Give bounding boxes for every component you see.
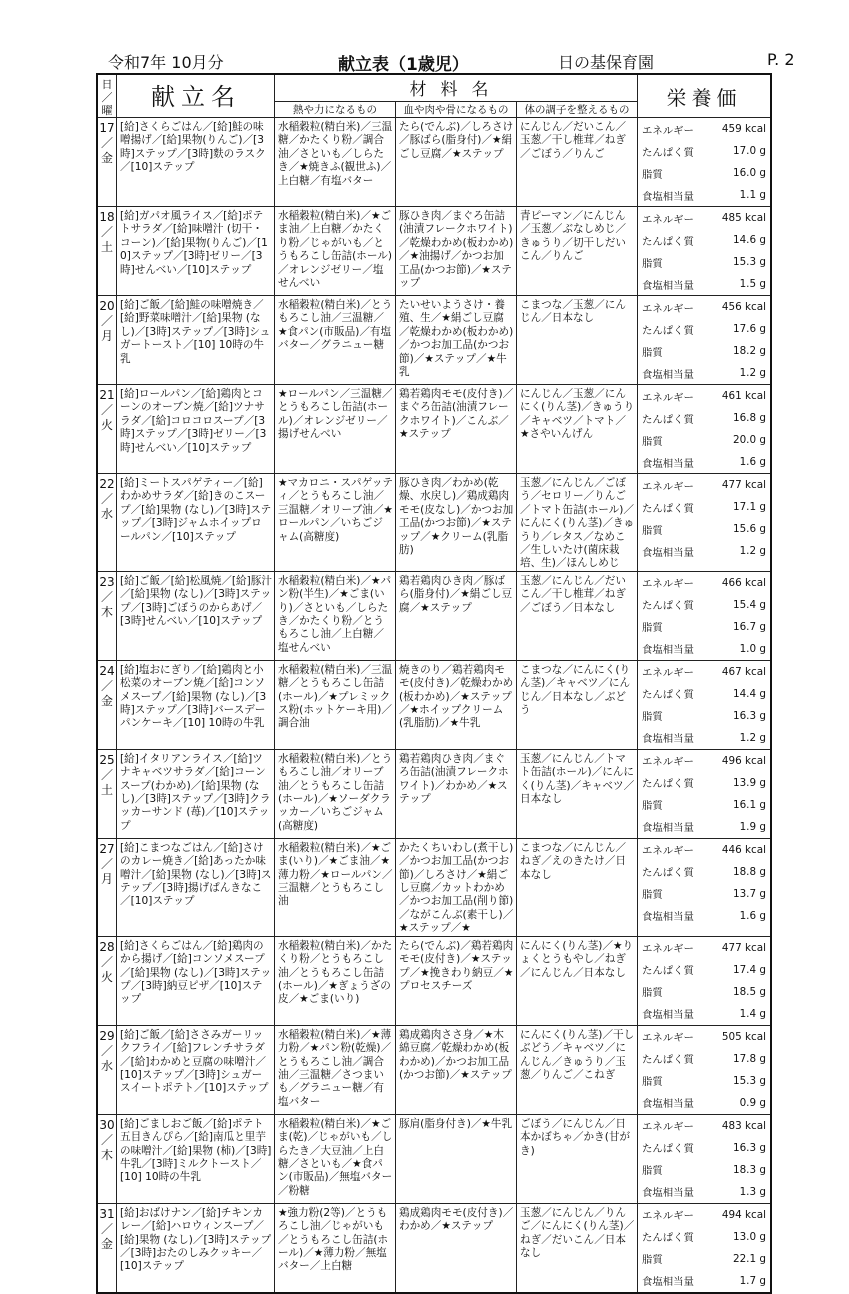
day-number: 30 [99, 1117, 115, 1132]
weekday: 水 [100, 1058, 113, 1073]
energy-label: エネルギー [642, 391, 694, 404]
energy-line [638, 750, 770, 772]
day-number: 22 [99, 477, 115, 491]
fat-value: 18.2 g [732, 345, 766, 357]
menu-column-header: 献立名 [117, 74, 275, 118]
day-number: 21 [99, 388, 115, 402]
fat-value: 16.0 g [732, 167, 766, 179]
protein-line [638, 772, 770, 794]
day-slash-1: ／ [100, 225, 113, 239]
fat-label: 脂質 [642, 1076, 663, 1089]
protein-label: たんぱく質 [642, 502, 694, 515]
protein-label: たんぱく質 [642, 1054, 694, 1067]
fat-line [638, 883, 770, 905]
weekday: 月 [100, 329, 113, 343]
body-foods-cell: こまつな／にんじん／ねぎ／えのきたけ／日本なし [517, 838, 638, 936]
period-label: 令和7年 10月分 [108, 53, 224, 72]
day-slash-1: ／ [100, 954, 113, 969]
fat-value: 20.0 g [732, 434, 766, 446]
protein-label: たんぱく質 [642, 1232, 694, 1245]
salt-line [638, 273, 770, 295]
fat-value: 18.3 g [732, 1163, 766, 1176]
protein-label: たんぱく質 [642, 600, 694, 613]
fat-line [638, 1159, 770, 1181]
day-slash-1: ／ [100, 492, 113, 506]
day-cell [97, 474, 117, 572]
day-number: 28 [99, 939, 115, 954]
day-row [97, 571, 771, 660]
energy-line [638, 839, 770, 861]
salt-value: 1.9 g [739, 820, 766, 833]
day-row [97, 385, 771, 474]
day-number: 23 [99, 574, 115, 589]
energy-line [638, 207, 770, 229]
weekday: 火 [100, 969, 113, 984]
day-slash-1: ／ [100, 678, 113, 693]
protein-value: 17.8 g [732, 1052, 766, 1065]
energy-foods-cell: 水稲穀粒(精白米)／★ごま(乾)／じゃがいも／しらたき／大豆油／上白糖／さといも／★食パン(市販品)／無塩バター／粉糖 [275, 1114, 396, 1203]
salt-line [638, 1092, 770, 1114]
menu-cell: [給]塩おにぎり／[給]鶏肉と小松菜のオーブン焼／[給]コンソメスープ／[給]果物 (なし)／[3時]ステップ／[3時]バースデーパンケーキ／[10] 10時の牛乳 [117, 660, 275, 749]
menu-table [96, 73, 772, 1294]
protein-value: 18.8 g [732, 865, 766, 878]
day-row [97, 660, 771, 749]
fat-value: 15.3 g [732, 256, 766, 268]
nutrition-cell [638, 385, 772, 474]
salt-value: 1.5 g [739, 278, 766, 290]
energy-label: エネルギー [642, 756, 694, 769]
energy-value: 483 kcal [721, 1119, 766, 1132]
fat-label: 脂質 [642, 800, 663, 813]
salt-label: 食塩相当量 [642, 279, 694, 292]
menu-cell: [給]さくらごはん／[給]鶏肉のから揚げ／[給]コンソメスープ／[給]果物 (なし)／[3時]ステップ／[3時]納豆ピザ／[10]ステップ [117, 936, 275, 1025]
fat-value: 16.1 g [732, 798, 766, 811]
nutrition-cell [638, 571, 772, 660]
blood-foods-cell: 豚ひき肉／わかめ(乾燥、水戻し)／鶏成鶏肉モモ(皮なし)／かつお加工品(かつお節)／★ステップ／★クリーム(乳脂肪) [396, 474, 517, 572]
salt-line [638, 727, 770, 749]
salt-label: 食塩相当量 [642, 546, 694, 559]
menu-cell: [給]こまつなごはん／[給]さけのカレー焼き／[給]あったか味噌汁／[給]果物 (なし)／[3時]ステップ／[3時]揚げぱんきなこ／[10]ステップ [117, 838, 275, 936]
protein-value: 17.6 g [732, 323, 766, 335]
menu-cell: [給]さくらごはん／[給]鮭の味噌揚げ／[給]果物(りんご)／[3時]ステップ／[3時]麩のラスク／[10]ステップ [117, 118, 275, 207]
energy-value: 466 kcal [721, 576, 766, 589]
energy-foods-cell: ★マカロニ・スパゲッティ／とうもろこし油／三温糖／オリーブ油／★ロールパン／いちごジャム(高糖度) [275, 474, 396, 572]
body-foods-cell: 玉葱／にんじん／りんご／にんにく(りん茎)／ねぎ／だいこん／日本なし [517, 1203, 638, 1293]
fat-line [638, 705, 770, 727]
energy-line [638, 474, 770, 496]
protein-value: 15.4 g [732, 598, 766, 611]
salt-line [638, 184, 770, 206]
fat-value: 13.7 g [732, 887, 766, 900]
day-column-header: 日／曜 [97, 74, 117, 118]
energy-label: エネルギー [642, 667, 694, 680]
protein-label: たんぱく質 [642, 146, 694, 159]
energy-foods-cell: 水稲穀粒(精白米)／三温糖／とうもろこし缶詰(ホール)／★プレミックス粉(ホットケーキ用)／調合油 [275, 660, 396, 749]
fat-label: 脂質 [642, 257, 663, 270]
nutrition-cell [638, 838, 772, 936]
energy-line [638, 1115, 770, 1137]
protein-value: 17.1 g [732, 501, 766, 513]
weekday: 金 [100, 151, 113, 165]
fat-line [638, 616, 770, 638]
weekday: 土 [100, 782, 113, 797]
day-row [97, 1203, 771, 1293]
energy-value: 485 kcal [721, 212, 766, 224]
energy-label: エネルギー [642, 124, 694, 137]
energy-value: 494 kcal [721, 1208, 766, 1221]
salt-value: 1.3 g [739, 1185, 766, 1198]
salt-label: 食塩相当量 [642, 368, 694, 381]
energy-label: エネルギー [642, 845, 694, 858]
fat-value: 15.3 g [732, 1074, 766, 1087]
menu-cell: [給]ガパオ風ライス／[給]ポテトサラダ／[給]味噌汁 (切干・コーン)／[給]果物(りんご)／[10]ステップ／[3時]ゼリー／[3時]せんべい／[10]ステップ [117, 207, 275, 296]
salt-label: 食塩相当量 [642, 1098, 694, 1111]
body-foods-header: 体の調子を整えるもの [517, 101, 638, 117]
energy-foods-cell: 水稲穀粒(精白米)／★薄力粉／★パン粉(乾燥)／とうもろこし油／調合油／三温糖／さつまいも／グラニュー糖／有塩バター [275, 1025, 396, 1114]
salt-value: 1.0 g [739, 642, 766, 655]
day-row [97, 474, 771, 572]
salt-label: 食塩相当量 [642, 733, 694, 746]
body-foods-cell: 玉葱／にんじん／ごぼう／セロリー／りんご／トマト缶詰(ホール)／にんにく(りん茎)／きゅうり／レタス／なめこ／生しいたけ(菌床栽培、生)／ほんしめじ [517, 474, 638, 572]
menu-cell: [給]イタリアンライス／[給]ツナキャベツサラダ／[給]コーンスープ(わかめ)／[給]果物 (なし)／[3時]ステップ／[3時]クラッカーサンド (苺)／[10]ステップ [117, 749, 275, 838]
protein-line [638, 1226, 770, 1248]
salt-line [638, 451, 770, 473]
fat-line [638, 794, 770, 816]
salt-value: 1.7 g [739, 1274, 766, 1287]
energy-line [638, 937, 770, 959]
body-foods-cell: こまつな／玉葱／にんじん／日本なし [517, 296, 638, 385]
energy-label: エネルギー [642, 302, 694, 315]
energy-foods-cell: ★ロールパン／三温糖／とうもろこし缶詰(ホール)／オレンジゼリー／揚げせんべい [275, 385, 396, 474]
fat-label: 脂質 [642, 524, 663, 537]
day-row [97, 1025, 771, 1114]
blood-foods-cell: 豚肩(脂身付き)／★牛乳 [396, 1114, 517, 1203]
fat-label: 脂質 [642, 346, 663, 359]
protein-label: たんぱく質 [642, 324, 694, 337]
energy-line [638, 385, 770, 407]
menu-cell: [給]ごましおご飯／[給]ポテト五目きんぴら／[給]南瓜と里芋の味噌汁／[給]果物 (柿)／[3時]牛乳／[3時]ミルクトースト／[10] 10時の牛乳 [117, 1114, 275, 1203]
blood-foods-header: 血や肉や骨になるもの [396, 101, 517, 117]
salt-label: 食塩相当量 [642, 822, 694, 835]
protein-label: たんぱく質 [642, 1143, 694, 1156]
fat-line [638, 518, 770, 540]
menu-cell: [給]ミートスパゲティー／[給]わかめサラダ／[給]きのこスープ／[給]果物 (なし)／[3時]ステップ／[3時]ジャムホイップロールパン／[10]ステップ [117, 474, 275, 572]
nutrition-cell [638, 749, 772, 838]
nutrition-cell [638, 1025, 772, 1114]
energy-label: エネルギー [642, 480, 694, 493]
fat-label: 脂質 [642, 622, 663, 635]
blood-foods-cell: 豚ひき肉／まぐろ缶詰(油漬フレークホワイト)／乾燥わかめ(板わかめ)／★油揚げ／かつお加工品(かつお節)／★ステップ [396, 207, 517, 296]
day-row [97, 838, 771, 936]
energy-value: 459 kcal [721, 123, 766, 135]
materials-column-header: 材料名 [275, 74, 638, 101]
day-cell [97, 1025, 117, 1114]
energy-line [638, 572, 770, 594]
fat-label: 脂質 [642, 1254, 663, 1267]
energy-label: エネルギー [642, 943, 694, 956]
day-cell [97, 118, 117, 207]
salt-label: 食塩相当量 [642, 1009, 694, 1022]
energy-value: 505 kcal [721, 1030, 766, 1043]
protein-line [638, 318, 770, 340]
protein-line [638, 959, 770, 981]
fat-line [638, 429, 770, 451]
day-cell [97, 1203, 117, 1293]
blood-foods-cell: 焼きのり／鶏若鶏肉モモ(皮付き)／乾燥わかめ(板わかめ)／★ステップ／★ホイップクリーム(乳脂肪)／★牛乳 [396, 660, 517, 749]
weekday: 水 [100, 507, 113, 521]
salt-label: 食塩相当量 [642, 1276, 694, 1289]
menu-cell: [給]ご飯／[給]ささみガーリックフライ／[給]フレンチサラダ／[給]わかめと豆腐の味噌汁／[10]ステップ／[3時]シュガースイートポテト／[10]ステップ [117, 1025, 275, 1114]
fat-value: 18.5 g [732, 985, 766, 998]
blood-foods-cell: たいせいようさけ・養殖、生／★絹ごし豆腐／乾燥わかめ(板わかめ)／かつお加工品(かつお節)／★ステップ／★牛乳 [396, 296, 517, 385]
salt-label: 食塩相当量 [642, 911, 694, 924]
blood-foods-cell: 鶏成鶏肉ささ身／★木綿豆腐／乾燥わかめ(板わかめ)／かつお加工品(かつお節)／★ステップ [396, 1025, 517, 1114]
protein-value: 14.4 g [732, 687, 766, 700]
energy-label: エネルギー [642, 1121, 694, 1134]
protein-value: 16.8 g [732, 412, 766, 424]
salt-line [638, 540, 770, 562]
energy-value: 477 kcal [721, 941, 766, 954]
energy-line [638, 661, 770, 683]
salt-value: 1.2 g [739, 367, 766, 379]
weekday: 金 [100, 693, 113, 708]
body-foods-cell: ごぼう／にんじん／日本かぼちゃ／かき(甘がき) [517, 1114, 638, 1203]
protein-line [638, 496, 770, 518]
fat-label: 脂質 [642, 168, 663, 181]
fat-line [638, 162, 770, 184]
day-row [97, 296, 771, 385]
energy-foods-cell: 水稲穀粒(精白米)／三温糖／かたくり粉／調合油／さといも／しらたき／★焼きふ(観世ふ)／上白糖／有塩バター [275, 118, 396, 207]
page-title: 献立表（1歳児） [338, 55, 469, 75]
protein-value: 17.0 g [732, 145, 766, 157]
fat-value: 16.7 g [732, 620, 766, 633]
body-foods-cell: にんじん／玉葱／にんにく(りん茎)／きゅうり／キャベツ／トマト／★さやいんげん [517, 385, 638, 474]
salt-line [638, 362, 770, 384]
fat-value: 16.3 g [732, 709, 766, 722]
salt-line [638, 1181, 770, 1203]
day-slash-1: ／ [100, 767, 113, 782]
salt-line [638, 1270, 770, 1292]
nutrition-cell [638, 1203, 772, 1293]
salt-label: 食塩相当量 [642, 1187, 694, 1200]
energy-foods-cell: ★強力粉(2等)／とうもろこし油／じゃがいも／とうもろこし缶詰(ホール)／★薄力粉／無塩バター／上白糖 [275, 1203, 396, 1293]
day-cell [97, 660, 117, 749]
page-header [0, 50, 849, 74]
body-foods-cell: にんにく(りん茎)／★りょくとうもやし／ねぎ／にんじん／日本なし [517, 936, 638, 1025]
menu-cell: [給]ご飯／[給]松風焼／[給]豚汁／[給]果物 (なし)／[3時]ステップ／[3時]ごぼうのからあげ／[3時]せんべい／[10]ステップ [117, 571, 275, 660]
energy-value: 496 kcal [721, 754, 766, 767]
fat-line [638, 340, 770, 362]
protein-value: 14.6 g [732, 234, 766, 246]
salt-line [638, 638, 770, 660]
protein-label: たんぱく質 [642, 413, 694, 426]
body-foods-cell: こまつな／にんにく(りん茎)／キャベツ／にんじん／日本なし／ぶどう [517, 660, 638, 749]
energy-line [638, 1026, 770, 1048]
day-number: 29 [99, 1028, 115, 1043]
fat-label: 脂質 [642, 987, 663, 1000]
energy-label: エネルギー [642, 1210, 694, 1223]
blood-foods-cell: たら(でんぶ)／鶏若鶏肉モモ(皮付き)／★ステップ／★挽きわり納豆／★プロセスチーズ [396, 936, 517, 1025]
body-foods-cell: 玉葱／にんじん／だいこん／干し椎茸／ねぎ／ごぼう／日本なし [517, 571, 638, 660]
salt-label: 食塩相当量 [642, 190, 694, 203]
day-number: 18 [99, 210, 115, 224]
fat-label: 脂質 [642, 711, 663, 724]
protein-value: 13.0 g [732, 1230, 766, 1243]
energy-label: エネルギー [642, 1032, 694, 1045]
body-foods-cell: 玉葱／にんじん／トマト缶詰(ホール)／にんにく(りん茎)／キャベツ／日本なし [517, 749, 638, 838]
protein-line [638, 683, 770, 705]
day-number: 25 [99, 752, 115, 767]
nutrition-column-header: 栄養価 [638, 74, 772, 118]
nutrition-cell [638, 207, 772, 296]
energy-line [638, 118, 770, 140]
nutrition-cell [638, 936, 772, 1025]
blood-foods-cell: 鶏若鶏肉ひき肉／豚ばら(脂身付)／★絹ごし豆腐／★ステップ [396, 571, 517, 660]
body-foods-cell: 青ピーマン／にんじん／玉葱／ぶなしめじ／きゅうり／切干しだいこん／りんご [517, 207, 638, 296]
weekday: 木 [100, 604, 113, 619]
day-number: 17 [99, 121, 115, 135]
salt-value: 1.6 g [739, 909, 766, 922]
day-cell [97, 571, 117, 660]
energy-foods-cell: 水稲穀粒(精白米)／★ごま油／上白糖／かたくり粉／じゃがいも／とうもろこし缶詰(ホール)／オレンジゼリー／塩せんべい [275, 207, 396, 296]
protein-line [638, 594, 770, 616]
day-row [97, 118, 771, 207]
salt-value: 1.2 g [739, 731, 766, 744]
day-row [97, 1114, 771, 1203]
day-cell [97, 296, 117, 385]
day-cell [97, 207, 117, 296]
protein-line [638, 1137, 770, 1159]
day-number: 20 [99, 299, 115, 313]
energy-line [638, 296, 770, 318]
blood-foods-cell: 鶏成鶏肉モモ(皮付き)／わかめ／★ステップ [396, 1203, 517, 1293]
body-foods-cell: にんじん／だいこん／玉葱／干し椎茸／ねぎ／ごぼう／りんご [517, 118, 638, 207]
protein-label: たんぱく質 [642, 965, 694, 978]
energy-foods-cell: 水稲穀粒(精白米)／とうもろこし油／オリーブ油／とうもろこし缶詰(ホール)／★ソーダクラッカー／いちごジャム(高糖度) [275, 749, 396, 838]
fat-value: 15.6 g [732, 523, 766, 535]
nutrition-cell [638, 1114, 772, 1203]
fat-value: 22.1 g [732, 1252, 766, 1265]
menu-cell: [給]ロールパン／[給]鶏肉とコーンのオーブン焼／[給]ツナサラダ／[給]コロコロスープ／[3時]ステップ／[3時]ゼリー／[3時]せんべい／[10]ステップ [117, 385, 275, 474]
energy-label: エネルギー [642, 213, 694, 226]
fat-line [638, 1248, 770, 1270]
protein-label: たんぱく質 [642, 689, 694, 702]
day-cell [97, 838, 117, 936]
fat-label: 脂質 [642, 1165, 663, 1178]
weekday: 土 [100, 240, 113, 254]
page-number: P. 2 [767, 50, 795, 69]
energy-foods-cell: 水稲穀粒(精白米)／かたくり粉／とうもろこし油／とうもろこし缶詰(ホール)／★ぎょうざの皮／★ごま(いり) [275, 936, 396, 1025]
day-number: 24 [99, 663, 115, 678]
day-cell [97, 1114, 117, 1203]
energy-foods-cell: 水稲穀粒(精白米)／とうもろこし油／三温糖／★食パン(市販品)／有塩バター／グラニュー糖 [275, 296, 396, 385]
nutrition-cell [638, 660, 772, 749]
salt-line [638, 905, 770, 927]
energy-line [638, 1204, 770, 1226]
energy-value: 461 kcal [721, 390, 766, 402]
blood-foods-cell: 鶏若鶏肉ひき肉／まぐろ缶詰(油漬フレークホワイト)／わかめ／★ステップ [396, 749, 517, 838]
salt-line [638, 816, 770, 838]
fat-label: 脂質 [642, 435, 663, 448]
salt-value: 0.9 g [739, 1096, 766, 1109]
nutrition-cell [638, 296, 772, 385]
salt-value: 1.2 g [739, 545, 766, 557]
energy-value: 446 kcal [721, 843, 766, 856]
salt-label: 食塩相当量 [642, 644, 694, 657]
salt-value: 1.4 g [739, 1007, 766, 1020]
day-number: 27 [99, 841, 115, 856]
day-slash-1: ／ [100, 589, 113, 604]
energy-value: 456 kcal [721, 301, 766, 313]
day-slash-1: ／ [100, 1132, 113, 1147]
fat-line [638, 251, 770, 273]
protein-value: 13.9 g [732, 776, 766, 789]
fat-line [638, 1070, 770, 1092]
protein-label: たんぱく質 [642, 778, 694, 791]
protein-label: たんぱく質 [642, 235, 694, 248]
nutrition-cell [638, 118, 772, 207]
energy-foods-header: 熱や力になるもの [275, 101, 396, 117]
school-name: 日の基保育園 [558, 53, 655, 72]
day-cell [97, 749, 117, 838]
energy-foods-cell: 水稲穀粒(精白米)／★パン粉(半生)／★ごま(いり)／さといも／しらたき／かたくり粉／とうもろこし油／上白糖／塩せんべい [275, 571, 396, 660]
day-cell [97, 385, 117, 474]
protein-line [638, 229, 770, 251]
energy-value: 477 kcal [721, 479, 766, 491]
blood-foods-cell: 鶏若鶏肉モモ(皮付き)／まぐろ缶詰(油漬フレークホワイト)／こんぶ／★ステップ [396, 385, 517, 474]
day-cell [97, 936, 117, 1025]
salt-label: 食塩相当量 [642, 457, 694, 470]
day-row [97, 749, 771, 838]
weekday: 月 [100, 871, 113, 886]
protein-line [638, 861, 770, 883]
day-row [97, 207, 771, 296]
salt-value: 1.1 g [739, 189, 766, 201]
day-row [97, 936, 771, 1025]
day-number: 31 [99, 1206, 115, 1221]
energy-value: 467 kcal [721, 665, 766, 678]
weekday: 火 [100, 418, 113, 432]
energy-foods-cell: 水稲穀粒(精白米)／★ごま(いり)／★ごま油／★薄力粉／★ロールパン／三温糖／とうもろこし油 [275, 838, 396, 936]
protein-label: たんぱく質 [642, 867, 694, 880]
menu-cell: [給]ご飯／[給]鮭の味噌焼き／[給]野菜味噌汁／[給]果物 (なし)／[3時]ステップ／[3時]シュガートースト／[10] 10時の牛乳 [117, 296, 275, 385]
blood-foods-cell: たら(でんぶ)／しろさけ／豚ばら(脂身付)／★絹ごし豆腐／★ステップ [396, 118, 517, 207]
day-slash-1: ／ [100, 136, 113, 150]
protein-line [638, 1048, 770, 1070]
day-slash-1: ／ [100, 1043, 113, 1058]
fat-label: 脂質 [642, 889, 663, 902]
salt-value: 1.6 g [739, 456, 766, 468]
protein-line [638, 140, 770, 162]
day-slash-1: ／ [100, 856, 113, 871]
nutrition-cell [638, 474, 772, 572]
day-slash-1: ／ [100, 403, 113, 417]
protein-value: 17.4 g [732, 963, 766, 976]
body-foods-cell: にんにく(りん茎)／干しぶどう／キャベツ／にんじん／きゅうり／玉葱／りんご／こねぎ [517, 1025, 638, 1114]
day-slash-1: ／ [100, 1221, 113, 1236]
weekday: 木 [100, 1147, 113, 1162]
energy-label: エネルギー [642, 578, 694, 591]
fat-line [638, 981, 770, 1003]
day-slash-1: ／ [100, 314, 113, 328]
weekday: 金 [100, 1236, 113, 1251]
protein-line [638, 407, 770, 429]
menu-cell: [給]おばけナン／[給]チキンカレー／[給]ハロウィンスープ／[給]果物 (なし)／[3時]ステップ／[3時]おたのしみクッキー／[10]ステップ [117, 1203, 275, 1293]
blood-foods-cell: かたくちいわし(煮干し)／かつお加工品(かつお節)／しろさけ／★絹ごし豆腐／カットわかめ／かつお加工品(削り節)／ながこんぶ(素干し)／★ステップ／★ [396, 838, 517, 936]
salt-line [638, 1003, 770, 1025]
protein-value: 16.3 g [732, 1141, 766, 1154]
